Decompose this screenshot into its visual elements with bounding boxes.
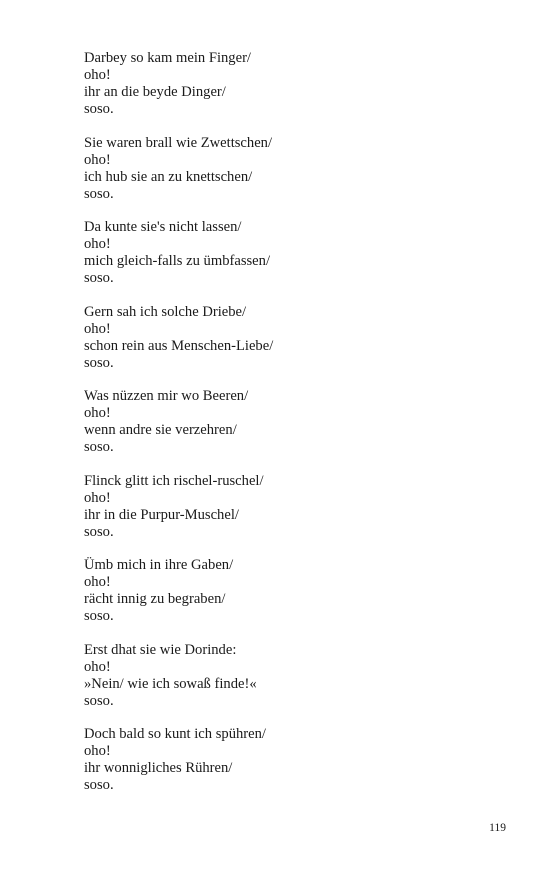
verse-line: Darbey so kam mein Finger/ [84,50,251,66]
verse-line: Erst dhat sie wie Dorinde: [84,641,237,658]
verse-line: ihr in die Purpur-Muschel/ [84,506,239,523]
verse-line: ich hub sie an zu knettschen/ [84,168,253,185]
verse-refrain: soso. [84,608,114,624]
stanza-7 [84,557,484,625]
verse-refrain: oho! [84,151,111,168]
verse-refrain: soso. [84,185,114,202]
stanza-8 [84,642,484,710]
verse-line: ihr an die beyde Dinger/ [84,84,226,100]
verse-refrain: oho! [84,658,111,675]
verse-refrain: soso. [84,777,114,793]
verse-line: ihr wonnigliches Rühren/ [84,760,233,776]
verse-line: mich gleich-falls zu ümbfassen/ [84,253,271,269]
verse-refrain: soso. [84,523,114,540]
verse-line: Da kunte sie's nicht lassen/ [84,219,242,235]
verse-refrain: oho! [84,67,111,83]
verse-refrain: oho! [84,489,111,506]
verse-line: Ümb mich in ihre Gaben/ [84,557,234,573]
verse-refrain: soso. [84,354,114,371]
verse-refrain: oho! [84,236,111,252]
page-number: 119 [489,822,506,834]
stanza-1 [84,50,484,118]
verse-line: Doch bald so kunt ich spühren/ [84,726,266,742]
verse-refrain: oho! [84,743,111,759]
stanza-4 [84,304,484,372]
verse-refrain: soso. [84,692,114,709]
verse-refrain: oho! [84,320,111,337]
verse-line: wenn andre sie verzehren/ [84,422,237,438]
verse-line: schon rein aus Menschen-Liebe/ [84,337,274,354]
verse-line: Was nüzzen mir wo Beeren/ [84,388,249,404]
verse-line: Gern sah ich solche Driebe/ [84,303,247,320]
stanza-6 [84,473,484,541]
stanza-5 [84,388,484,456]
stanza-3 [84,219,484,287]
verse-refrain: soso. [84,101,114,117]
verse-line: rächt innig zu begraben/ [84,591,226,607]
poem-body [84,50,484,811]
verse-line: »Nein/ wie ich sowaß finde!« [84,675,257,692]
verse-refrain: oho! [84,574,111,590]
verse-refrain: soso. [84,270,114,286]
verse-line: Sie waren brall wie Zwettschen/ [84,134,273,151]
verse-refrain: soso. [84,439,114,455]
stanza-2 [84,135,484,203]
stanza-9 [84,726,484,794]
verse-refrain: oho! [84,405,111,421]
verse-line: Flinck glitt ich rischel-ruschel/ [84,472,264,489]
